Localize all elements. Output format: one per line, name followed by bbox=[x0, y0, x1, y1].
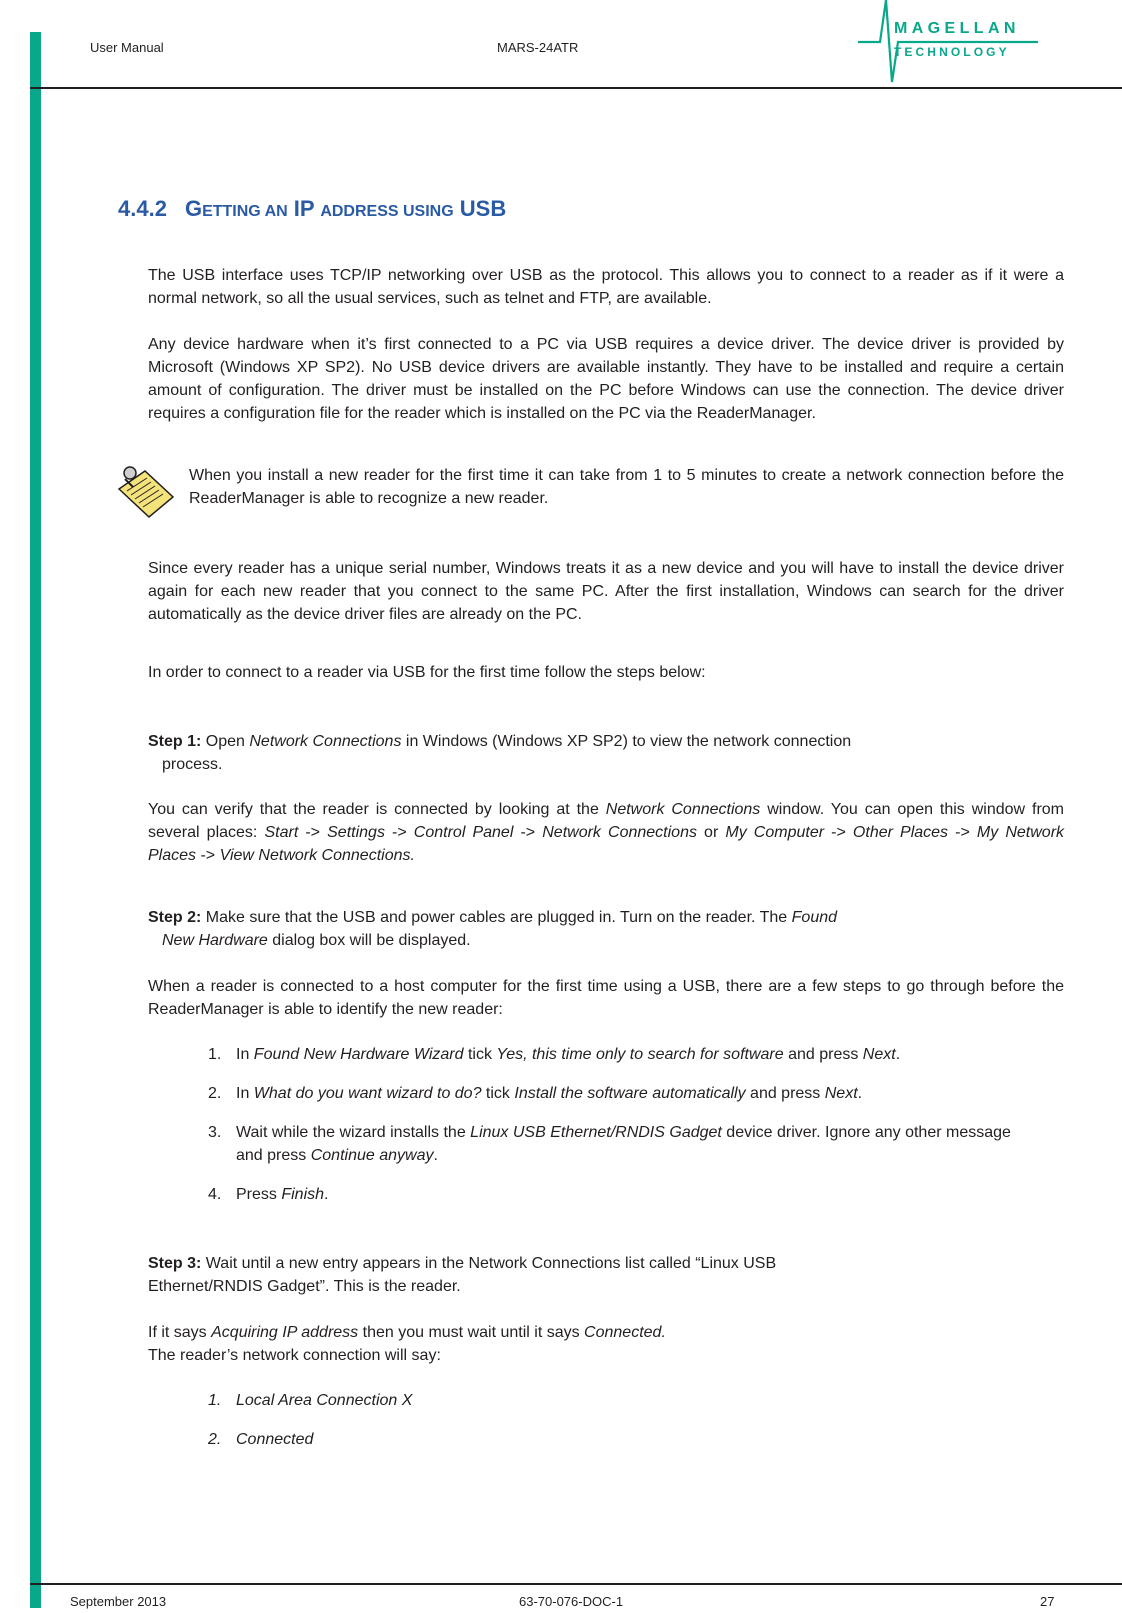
text: tick bbox=[481, 1085, 515, 1102]
paragraph-steps-intro: In order to connect to a reader via USB for the first time follow the steps below: bbox=[148, 664, 706, 681]
text: Control Panel bbox=[413, 824, 514, 841]
text: 1. bbox=[208, 1392, 222, 1409]
text: Finish bbox=[281, 1186, 325, 1203]
text: Make sure that the USB and power cables are plugged in. Turn on the reader. The bbox=[201, 909, 792, 926]
section-number: 4.4.2 bbox=[118, 196, 167, 221]
list-number bbox=[208, 1428, 221, 1451]
paragraph-host: When a reader is connected to a host computer for the first time using a USB, there are a few steps to go through before the ReaderManager is able to identify the new reader: bbox=[148, 978, 1064, 1018]
text: . bbox=[324, 1186, 329, 1203]
header-rule bbox=[30, 87, 1122, 89]
text: Connected. bbox=[584, 1324, 666, 1341]
text: Local Area Connection X bbox=[236, 1392, 413, 1409]
text: tick bbox=[463, 1046, 497, 1063]
header-product: MARS-24ATR bbox=[497, 40, 579, 55]
header-doc-type: User Manual bbox=[90, 40, 164, 55]
footer-date: September 2013 bbox=[70, 1594, 167, 1609]
text: Connected bbox=[236, 1431, 314, 1448]
text: My Computer bbox=[725, 824, 825, 841]
text: Found New Hardware Wizard bbox=[253, 1046, 464, 1063]
paragraph-intro: The USB interface uses TCP/IP networking over USB as the protocol. This allows you to connect to a reader as if it were a normal network, so all the usual services, such as telnet and FTP, are available. bbox=[148, 267, 1064, 307]
heading-part: G bbox=[184, 196, 203, 221]
text: The reader’s network connection will say: bbox=[148, 1347, 441, 1364]
text: and press bbox=[783, 1046, 863, 1063]
text: You can verify that the reader is connected by looking at the bbox=[148, 801, 606, 818]
text: Next bbox=[824, 1085, 858, 1102]
text: Open bbox=[201, 733, 250, 750]
text: Found bbox=[791, 909, 838, 926]
text: Acquiring IP address bbox=[211, 1324, 359, 1341]
text: Settings bbox=[327, 824, 385, 841]
text: -> bbox=[384, 824, 414, 841]
list-item bbox=[236, 1183, 1066, 1206]
text: View Network Connections. bbox=[219, 847, 415, 864]
text: My Network Places bbox=[148, 824, 1065, 864]
list-item bbox=[236, 1428, 313, 1451]
text: and press bbox=[236, 1147, 311, 1164]
text: Ethernet/RNDIS Gadget”. This is the reader. bbox=[148, 1278, 461, 1295]
text: Wait while the wizard installs the bbox=[236, 1124, 471, 1141]
step-2-label: Step 2: bbox=[148, 909, 202, 926]
note-pad-icon bbox=[115, 463, 175, 523]
text: In bbox=[236, 1085, 254, 1102]
text: dialog box will be displayed. bbox=[267, 932, 471, 949]
text: and press bbox=[745, 1085, 825, 1102]
heading-part: IP bbox=[287, 196, 321, 221]
note-text: When you install a new reader for the first time it can take from 1 to 5 minutes to create a network connection before the ReaderManager is able to recognize a new reader. bbox=[189, 467, 1064, 507]
paragraph-status bbox=[148, 1321, 1064, 1367]
footer-rule bbox=[30, 1583, 1122, 1585]
text: -> bbox=[513, 824, 543, 841]
paragraph-driver: Any device hardware when it’s first connected to a PC via USB requires a device driver. The device driver is provided by Microsoft (Windows XP SP2). No USB device drivers are available instantly. They have to be installed and require a certain amount of configuration. The driver must be installed on the PC before Windows can use the connection. The device driver requires a configuration file for the reader which is installed on the PC via the ReaderManager. bbox=[148, 336, 1064, 422]
text: window. You can open this window from several places: bbox=[148, 801, 1064, 841]
text: Network Connections bbox=[249, 733, 402, 750]
text: Other Places bbox=[852, 824, 949, 841]
step-3-label: Step 3: bbox=[148, 1255, 202, 1272]
text: . bbox=[857, 1085, 863, 1102]
text: -> bbox=[298, 824, 328, 841]
text: in Windows (Windows XP SP2) to view the network connection bbox=[401, 733, 852, 750]
text: -> bbox=[824, 824, 853, 841]
text: or bbox=[696, 824, 726, 841]
text: -> bbox=[948, 824, 977, 841]
text: Install the software automatically bbox=[514, 1085, 746, 1102]
company-logo bbox=[858, 0, 1038, 86]
list-number bbox=[208, 1389, 221, 1412]
list-number: 2. bbox=[208, 1085, 222, 1102]
heading-part: ADDRESS USING bbox=[320, 203, 454, 220]
step-3 bbox=[148, 1252, 1064, 1298]
text: device driver. Ignore any other message bbox=[721, 1124, 1011, 1141]
step-2 bbox=[148, 906, 1064, 952]
logo-line2: TECHNOLOGY bbox=[894, 45, 1010, 59]
text: -> bbox=[196, 847, 220, 864]
text: Next bbox=[862, 1046, 896, 1063]
text: What do you want wizard to do? bbox=[253, 1085, 482, 1102]
list-number: 1. bbox=[208, 1046, 222, 1063]
text: Network Connections bbox=[605, 801, 761, 818]
text: Start bbox=[264, 824, 299, 841]
text: Linux USB Ethernet/RNDIS Gadget bbox=[470, 1124, 722, 1141]
text: New Hardware bbox=[162, 932, 268, 949]
footer-doc-number: 63-70-076-DOC-1 bbox=[519, 1594, 624, 1609]
section-heading bbox=[118, 196, 506, 222]
step-1-label: Step 1: bbox=[148, 733, 202, 750]
logo-pulse-icon bbox=[858, 0, 1038, 86]
heading-part: USB bbox=[453, 196, 507, 221]
sidebar-bar bbox=[30, 32, 41, 1608]
list-item bbox=[236, 1082, 1066, 1105]
text: process. bbox=[162, 756, 223, 773]
text: Press bbox=[236, 1186, 282, 1203]
paragraph-serial: Since every reader has a unique serial number, Windows treats it as a new device and you will have to install the device driver again for each new reader that you connect to the same PC. After the first installation, Windows can search for the driver automatically as the device driver files are already on the PC. bbox=[148, 560, 1064, 623]
text: . bbox=[433, 1147, 438, 1164]
list-item bbox=[236, 1043, 1066, 1066]
text: In bbox=[236, 1046, 254, 1063]
text: Yes, this time only to search for software bbox=[496, 1046, 784, 1063]
logo-line1: MAGELLAN bbox=[894, 20, 1020, 37]
text: Network Connections bbox=[542, 824, 697, 841]
text: Continue anyway bbox=[310, 1147, 434, 1164]
list-item bbox=[236, 1389, 412, 1412]
text: . bbox=[895, 1046, 901, 1063]
text: then you must wait until it says bbox=[358, 1324, 585, 1341]
heading-part: ETTING AN bbox=[202, 203, 288, 220]
list-number: 3. bbox=[208, 1124, 222, 1141]
text: Wait until a new entry appears in the Network Connections list called “Linux USB bbox=[201, 1255, 777, 1272]
text: 2. bbox=[208, 1431, 222, 1448]
page-number: 27 bbox=[1040, 1594, 1055, 1609]
paragraph-verify bbox=[148, 798, 1064, 867]
text: If it says bbox=[148, 1324, 212, 1341]
list-item bbox=[236, 1121, 1066, 1167]
list-number: 4. bbox=[208, 1186, 222, 1203]
step-1 bbox=[148, 730, 1064, 776]
